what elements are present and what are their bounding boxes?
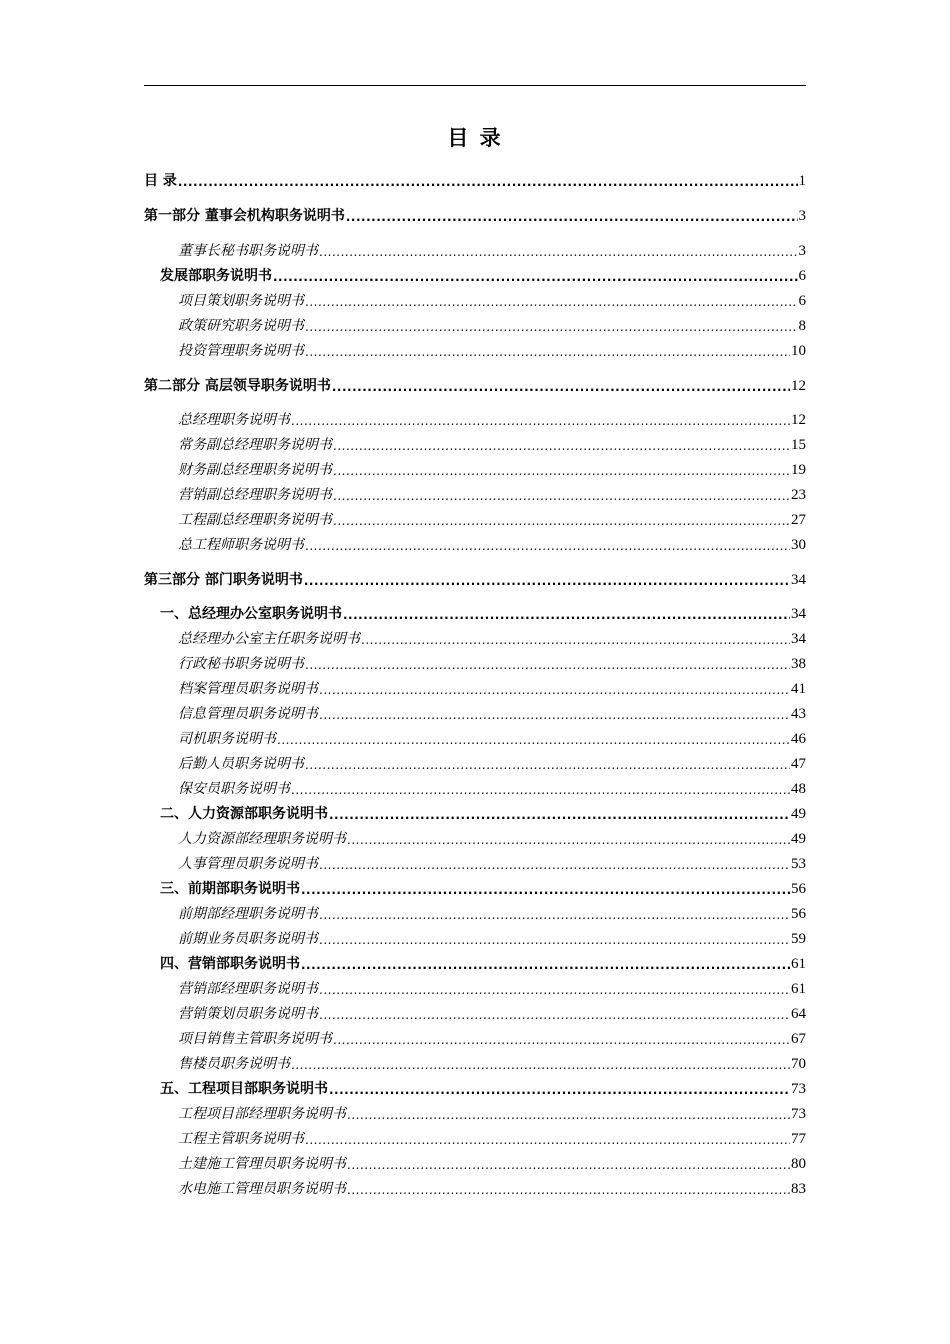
dot-leader [347,1157,790,1173]
toc-entry[interactable] [178,1028,806,1048]
dot-leader [319,907,790,923]
toc-entry[interactable] [178,1128,806,1148]
toc-entry-label: 售楼员职务说明书 [178,1056,290,1072]
toc-entry-page-number: 56 [791,881,806,897]
toc-entry[interactable] [160,1078,806,1098]
dot-leader [319,857,790,873]
toc-entry-page-number: 3 [798,243,806,259]
toc-entry[interactable] [160,265,806,285]
toc-entry-page-number: 56 [791,906,806,922]
toc-entry-page-number: 53 [791,856,806,872]
toc-entry[interactable] [178,315,806,335]
toc-entry[interactable] [178,753,806,773]
toc-entry-label: 总经理职务说明书 [178,412,290,428]
toc-entry-page-number: 48 [791,781,806,797]
toc-entry-page-number: 12 [791,412,806,428]
toc-entry-label: 保安员职务说明书 [178,781,290,797]
toc-entry[interactable] [178,853,806,873]
toc-entry-label: 项目销售主管职务说明书 [178,1031,332,1047]
toc-entry-page-number: 41 [791,681,806,697]
toc-entry[interactable] [178,1178,806,1198]
dot-leader [319,1007,790,1023]
dot-leader [329,807,790,823]
toc-entry-page-number: 8 [798,318,806,334]
toc-entry-label: 土建施工管理员职务说明书 [178,1156,346,1172]
toc-entry-label: 营销策划员职务说明书 [178,1006,318,1022]
dot-leader [305,657,790,673]
toc-entry[interactable] [178,653,806,673]
toc-entry-page-number: 83 [791,1181,806,1197]
toc-entry[interactable] [178,459,806,479]
toc-entry-label: 行政秘书职务说明书 [178,656,304,672]
dot-leader [305,757,790,773]
toc-entry[interactable] [178,534,806,554]
toc-entry[interactable] [178,484,806,504]
dot-leader [319,707,790,723]
toc-entry-label: 目 录 [144,173,177,189]
toc-entry[interactable] [144,375,806,395]
dot-leader [291,1057,790,1073]
toc-entry[interactable] [144,205,806,225]
toc-entry-page-number: 1 [798,173,806,189]
dot-leader [333,488,790,504]
toc-entry-page-number: 43 [791,706,806,722]
toc-entry-label: 人事管理员职务说明书 [178,856,318,872]
toc-entry-page-number: 64 [791,1006,806,1022]
toc-entry[interactable] [178,409,806,429]
dot-leader [361,632,790,648]
dot-leader [305,319,798,335]
toc-entry-label: 总工程师职务说明书 [178,537,304,553]
toc-entry-page-number: 27 [791,512,806,528]
toc-entry-page-number: 77 [791,1131,806,1147]
toc-entry-page-number: 67 [791,1031,806,1047]
toc-entry-label: 前期部经理职务说明书 [178,906,318,922]
dot-leader [333,1032,790,1048]
toc-entry[interactable] [178,728,806,748]
toc-entry[interactable] [144,170,806,190]
toc-entry-label: 第二部分 高层领导职务说明书 [144,378,331,394]
toc-entry-page-number: 34 [791,631,806,647]
toc-entry-page-number: 34 [791,572,806,588]
toc-entry-label: 政策研究职务说明书 [178,318,304,334]
dot-leader [301,957,790,973]
toc-entry[interactable] [144,569,806,589]
toc-entry[interactable] [178,703,806,723]
dot-leader [291,782,790,798]
toc-entry[interactable] [178,434,806,454]
toc-entry-label: 常务副总经理职务说明书 [178,437,332,453]
dot-leader [178,174,798,190]
toc-entry-page-number: 46 [791,731,806,747]
toc-entry-label: 司机职务说明书 [178,731,276,747]
toc-entry[interactable] [178,1003,806,1023]
toc-entry-label: 营销副总经理职务说明书 [178,487,332,503]
toc-entry-label: 信息管理员职务说明书 [178,706,318,722]
toc-entry-page-number: 47 [791,756,806,772]
dot-leader [273,269,798,285]
toc-entry-label: 发展部职务说明书 [160,268,272,284]
toc-entry-label: 四、营销部职务说明书 [160,956,300,972]
dot-leader [343,607,790,623]
toc-entry-label: 第三部分 部门职务说明书 [144,572,303,588]
dot-leader [329,1082,790,1098]
toc-entry[interactable] [160,603,806,623]
dot-leader [347,1182,790,1198]
toc-entry-label: 营销部经理职务说明书 [178,981,318,997]
dot-leader [333,513,790,529]
dot-leader [319,982,790,998]
toc-entry[interactable] [178,1053,806,1073]
toc-entry-label: 人力资源部经理职务说明书 [178,831,346,847]
toc-entry-page-number: 70 [791,1056,806,1072]
dot-leader [332,379,790,395]
toc-entry[interactable] [178,678,806,698]
toc-entry[interactable] [178,240,806,260]
dot-leader [291,413,790,429]
dot-leader [319,682,790,698]
toc-entry-page-number: 15 [791,437,806,453]
toc-entry[interactable] [178,928,806,948]
page-title: 目 录 [447,126,503,150]
dot-leader [305,538,790,554]
dot-leader [305,294,798,310]
toc-entry-label: 总经理办公室主任职务说明书 [178,631,360,647]
toc-entry-label: 水电施工管理员职务说明书 [178,1181,346,1197]
toc-entry-page-number: 34 [791,606,806,622]
dot-leader [277,732,790,748]
toc-entry-page-number: 61 [791,981,806,997]
toc-entry-page-number: 80 [791,1156,806,1172]
toc-entry[interactable] [160,953,806,973]
toc-entry-page-number: 19 [791,462,806,478]
toc-entry-label: 三、前期部职务说明书 [160,881,300,897]
toc-entry-page-number: 6 [798,268,806,284]
toc-entry-page-number: 6 [798,293,806,309]
toc-entry-page-number: 30 [791,537,806,553]
toc-entry-label: 项目策划职务说明书 [178,293,304,309]
toc-entry-page-number: 23 [791,487,806,503]
dot-leader [301,882,790,898]
toc-entry-page-number: 38 [791,656,806,672]
dot-leader [319,244,798,260]
toc-entry-page-number: 12 [791,378,806,394]
toc-entry-page-number: 61 [791,956,806,972]
toc-entry[interactable] [178,509,806,529]
toc-entry-page-number: 10 [791,343,806,359]
toc-entry[interactable] [178,340,806,360]
toc-entry-label: 第一部分 董事会机构职务说明书 [144,208,345,224]
toc-entry-label: 前期业务员职务说明书 [178,931,318,947]
dot-leader [347,1107,790,1123]
toc-entry-label: 工程副总经理职务说明书 [178,512,332,528]
dot-leader [304,573,790,589]
dot-leader [346,209,798,225]
toc-entry-label: 工程主管职务说明书 [178,1131,304,1147]
toc-entry-label: 董事长秘书职务说明书 [178,243,318,259]
toc-entry-label: 一、总经理办公室职务说明书 [160,606,342,622]
dot-leader [305,1132,790,1148]
toc-entry[interactable] [160,878,806,898]
toc-entry-page-number: 49 [791,806,806,822]
toc-entry-page-number: 49 [791,831,806,847]
dot-leader [333,463,790,479]
toc-entry[interactable] [178,1103,806,1123]
toc-entry[interactable] [178,978,806,998]
toc-entry-page-number: 73 [791,1081,806,1097]
dot-leader [305,344,790,360]
toc-entry[interactable] [178,290,806,310]
toc-entry-page-number: 73 [791,1106,806,1122]
toc-entry[interactable] [178,778,806,798]
toc-entry[interactable] [178,628,806,648]
toc-entry-label: 二、人力资源部职务说明书 [160,806,328,822]
toc-entry-label: 财务副总经理职务说明书 [178,462,332,478]
toc-entry[interactable] [178,828,806,848]
toc-entry[interactable] [178,1153,806,1173]
toc-entry-label: 工程项目部经理职务说明书 [178,1106,346,1122]
toc-entry-label: 后勤人员职务说明书 [178,756,304,772]
toc-entry[interactable] [178,903,806,923]
dot-leader [319,932,790,948]
dot-leader [347,832,790,848]
toc-entry-label: 投资管理职务说明书 [178,343,304,359]
toc-entry-page-number: 59 [791,931,806,947]
dot-leader [333,438,790,454]
toc-entry-page-number: 3 [798,208,806,224]
toc-entry[interactable] [160,803,806,823]
toc-entry-label: 档案管理员职务说明书 [178,681,318,697]
toc-entry-label: 五、工程项目部职务说明书 [160,1081,328,1097]
